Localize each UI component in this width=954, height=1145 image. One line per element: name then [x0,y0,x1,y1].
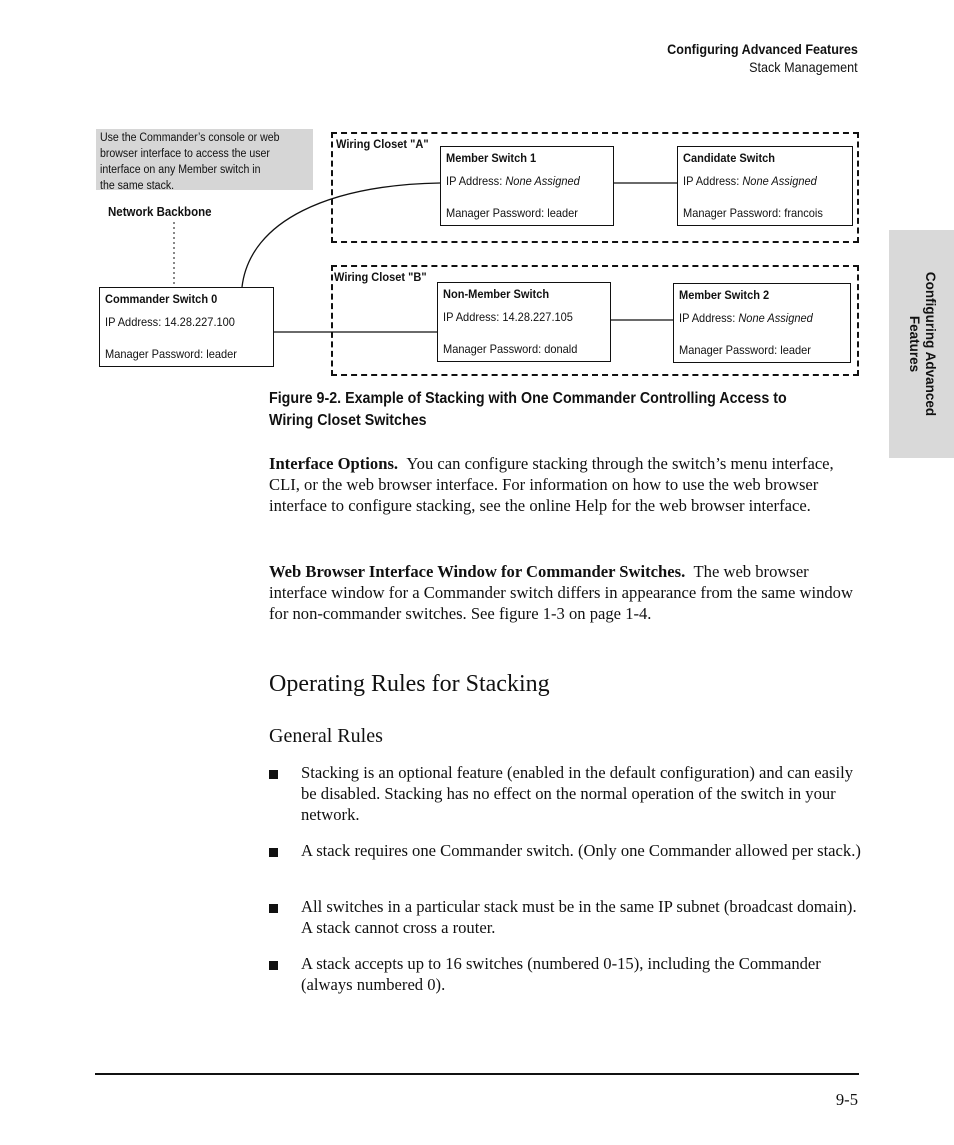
switch-password: Manager Password: leader [446,206,578,220]
interface-options-heading: Interface Options. [269,454,399,473]
note-line: browser interface to access the user [100,148,270,160]
member-switch-2-box [673,283,851,363]
wiring-closet-b-label: Wiring Closet "B" [334,270,427,284]
subsection-title: General Rules [269,725,383,747]
switch-title: Candidate Switch [683,151,776,165]
wiring-closet-a-label: Wiring Closet "A" [336,137,429,151]
side-tab-line1: Configuring Advanced [922,271,938,417]
switch-title: Non-Member Switch [443,287,550,301]
footer-rule [95,1073,859,1075]
candidate-switch-box [677,146,853,226]
member-switch-1-box [440,146,614,226]
switch-title: Member Switch 2 [679,288,770,302]
switch-password: Manager Password: donald [443,342,578,356]
switch-ip: IP Address: 14.28.227.105 [443,310,573,324]
switch-password: Manager Password: leader [679,343,811,357]
side-tab-line2: Features [906,315,922,373]
switch-ip: IP Address: 14.28.227.100 [105,315,235,329]
non-member-switch-box [437,282,611,362]
bullet-square-icon [269,770,278,779]
page-number: 9-5 [835,1090,858,1109]
switch-title: Commander Switch 0 [105,292,218,306]
switch-ip: IP Address: None Assigned [683,174,817,188]
network-backbone-label: Network Backbone [108,205,212,219]
figure-caption: Figure 9-2. Example of Stacking with One Commander Controlling Access to Wiring Closet Switches [269,390,787,429]
switch-title: Member Switch 1 [446,151,537,165]
interface-options-paragraph [269,453,859,516]
switch-password: Manager Password: francois [683,206,823,220]
diagram-note [96,129,313,190]
switch-password: Manager Password: leader [105,347,237,361]
running-header-title: Configuring Advanced Features [667,41,858,57]
running-header-subtitle: Stack Management [749,59,858,75]
note-line: the same stack. [100,180,175,192]
commander-switch-box [99,287,274,367]
web-browser-text: The web browser interface window for a Commander switch differs in appearance from the same window for non-commander switches. See figure 1-3 on page 1-4. [269,562,853,623]
web-browser-heading: Web Browser Interface Window for Commander Switches. [269,562,686,581]
section-title: Operating Rules for Stacking [269,671,550,697]
note-line: Use the Commander’s console or web [100,132,280,144]
web-browser-paragraph [269,561,859,624]
note-line: interface on any Member switch in [100,164,261,176]
bullet-square-icon [269,904,278,913]
interface-options-text: You can configure stacking through the switch’s menu interface, CLI, or the web browser interface. For information on how to use the web browser interface to configure stacking, see the online Help for the web browser interface. [269,454,834,515]
switch-ip: IP Address: None Assigned [679,311,813,325]
bullet-square-icon [269,961,278,970]
bullet-square-icon [269,848,278,857]
switch-ip: IP Address: None Assigned [446,174,580,188]
